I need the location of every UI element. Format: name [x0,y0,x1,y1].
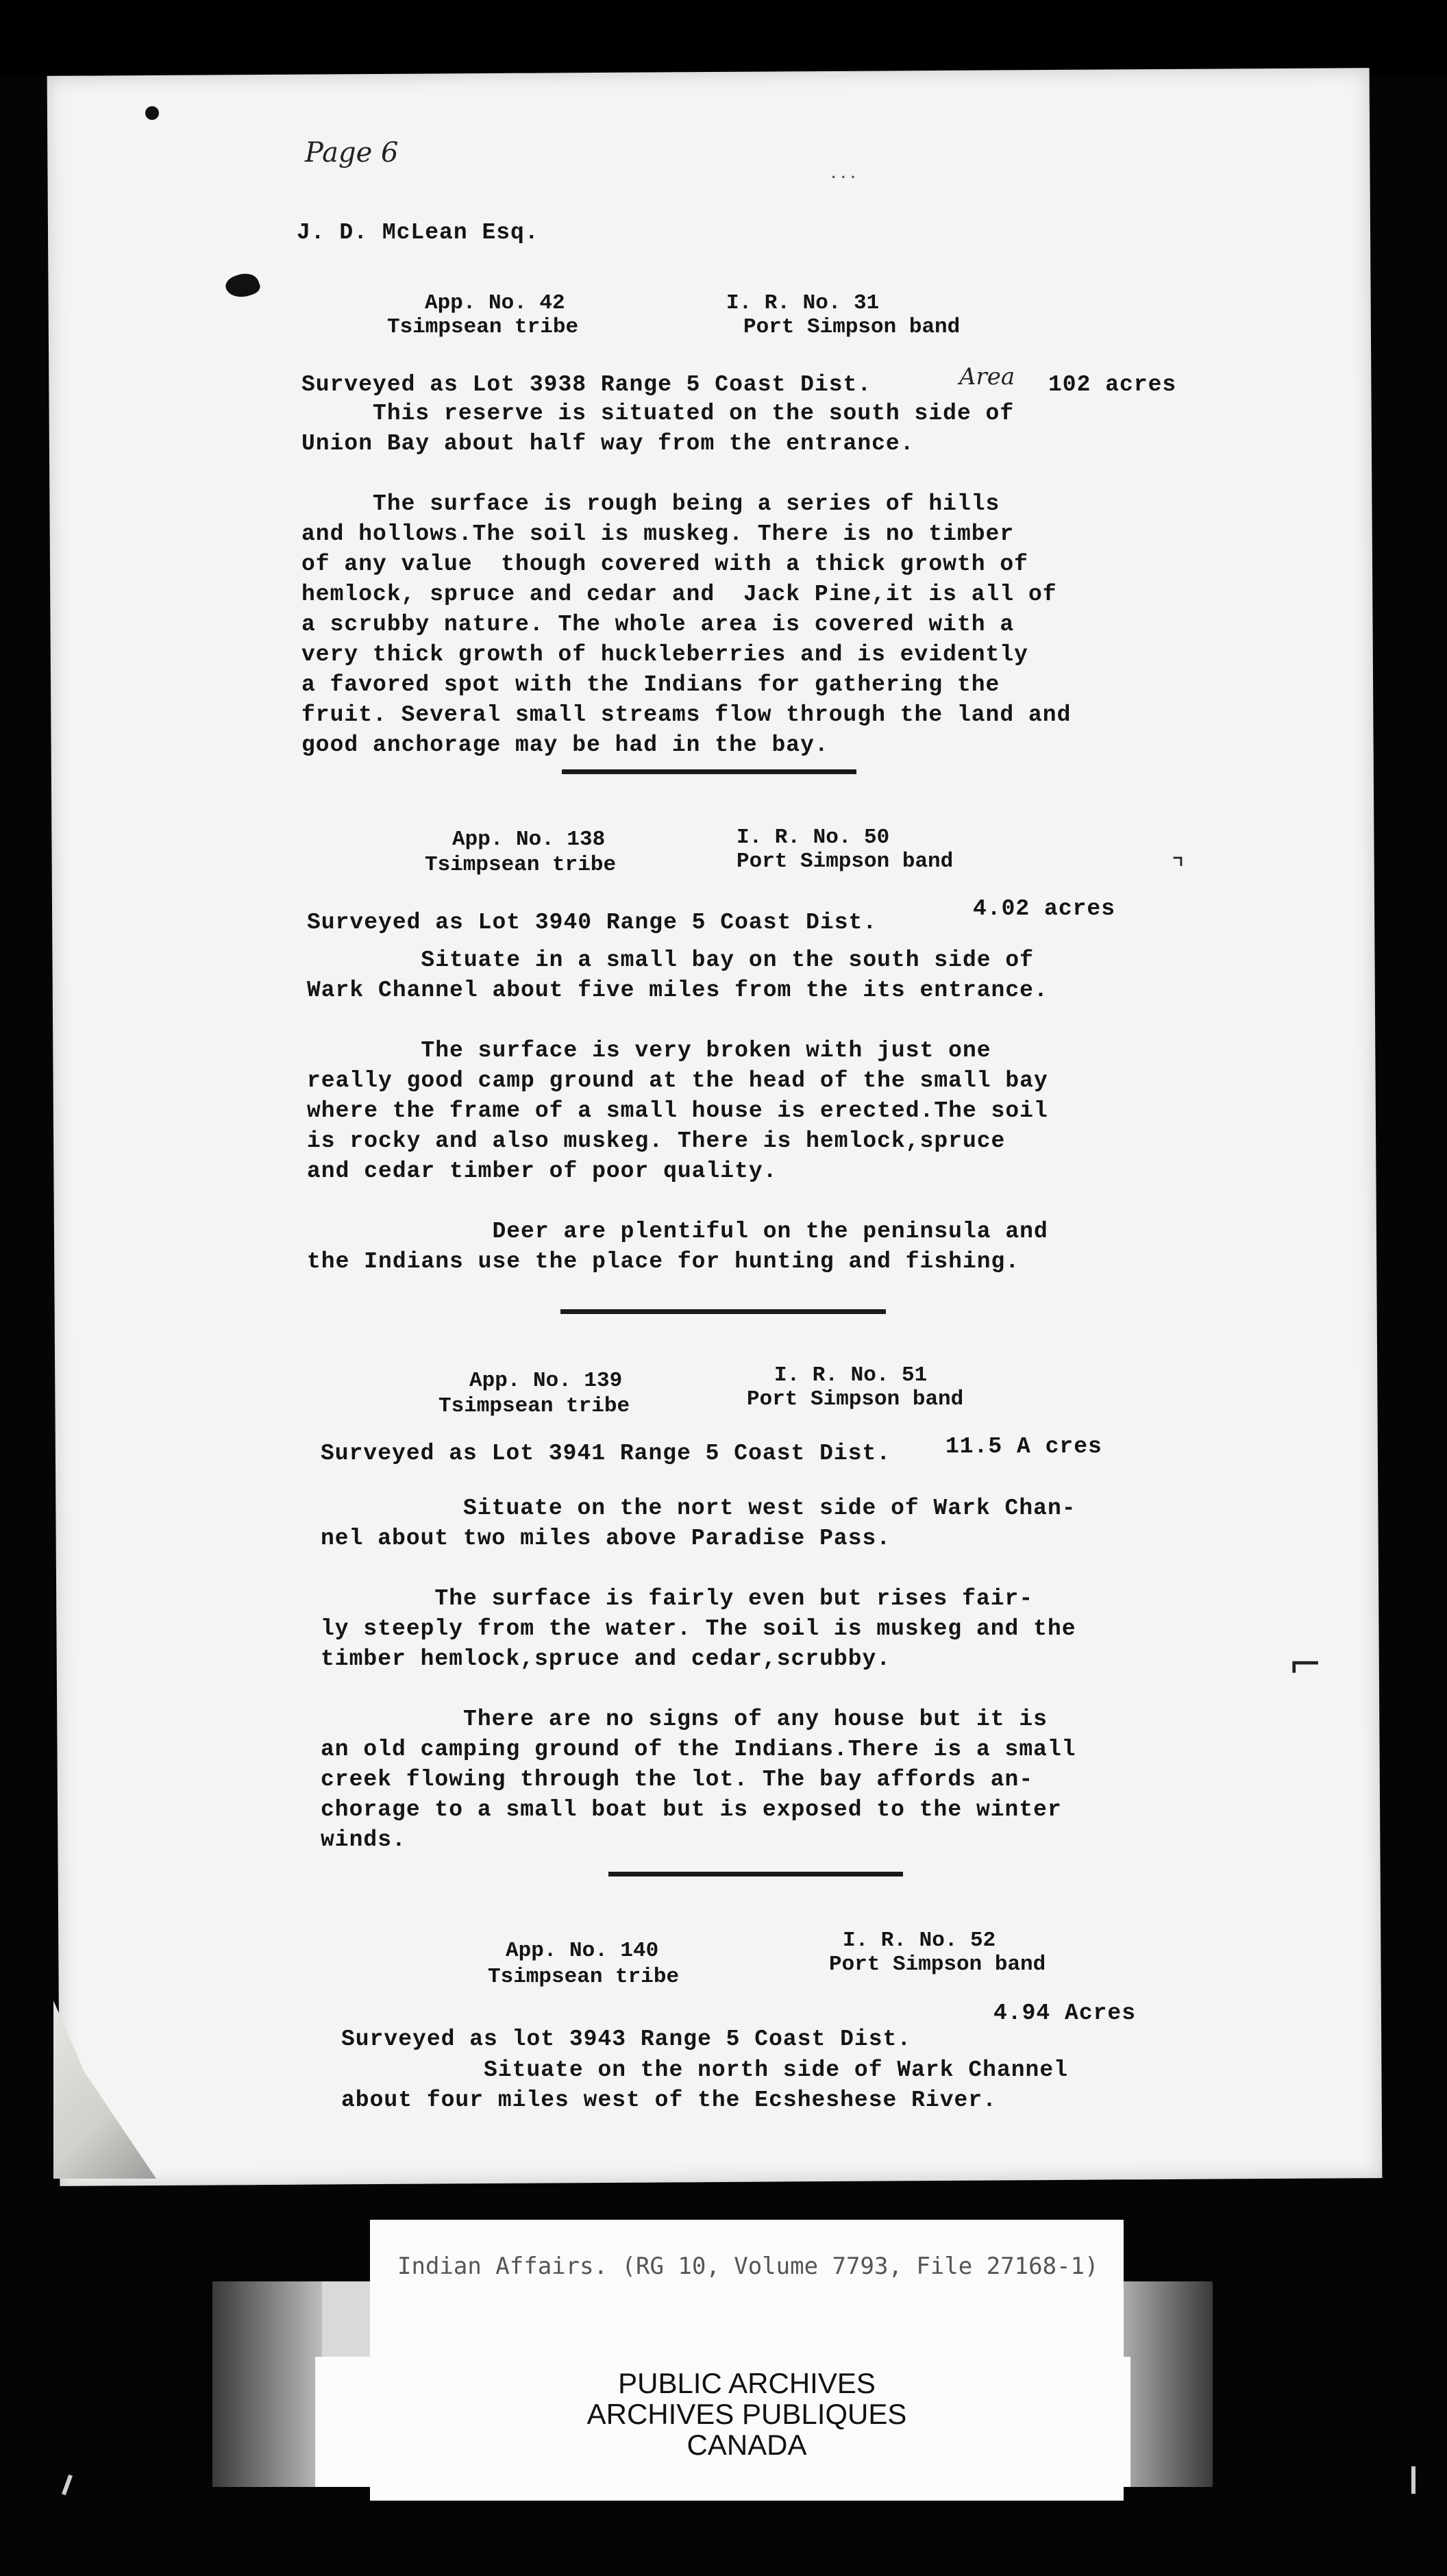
body-line: There are no signs of any house but it is [321,1707,1048,1732]
acreage: 11.5 A cres [945,1434,1102,1459]
page-note: Page 6 [305,137,399,169]
punch-hole [145,106,159,120]
survey-line: Surveyed as Lot 3941 Range 5 Coast Dist. [321,1441,891,1466]
body-line: fruit. Several small streams flow through the land and [301,702,1072,728]
film-scratch [1411,2466,1415,2494]
body-line: and hollows.The soil is muskeg. There is no timber [301,521,1015,547]
section-divider [562,769,856,774]
body-line: is rocky and also muskeg. There is hemlock,spruce [307,1128,1006,1154]
band-name: Port Simpson band [737,850,954,874]
app-number: App. No. 42 [425,291,565,315]
body-line: timber hemlock,spruce and cedar,scrubby. [321,1646,891,1672]
body-line: and cedar timber of poor quality. [307,1159,778,1184]
stamp-shadow-left [212,2281,322,2487]
band-name: Port Simpson band [829,1953,1046,1977]
pencil-mark: ⌐ [1288,1641,1323,1689]
acreage: 4.94 Acres [993,2001,1137,2026]
body-line: Situate on the north side of Wark Channel [341,2057,1068,2083]
acreage: 102 acres [1048,372,1177,397]
body-line: really good camp ground at the head of the small bay [307,1068,1048,1093]
addressee: J. D. McLean Esq. [297,220,539,245]
body-line: ly steeply from the water. The soil is muskeg and the [321,1616,1076,1642]
archive-stamp-line: ARCHIVES PUBLIQUES [586,2398,907,2430]
archive-stamp-line: CANADA [687,2429,807,2461]
section-divider [608,1872,903,1877]
app-number: App. No. 139 [469,1369,623,1393]
survey-line: Surveyed as lot 3943 Range 5 Coast Dist. [341,2027,912,2052]
body-line: of any value though covered with a thick growth of [301,552,1028,577]
ir-number: I. R. No. 50 [737,826,890,850]
section-body [307,945,1048,1277]
film-scratch [62,2475,73,2495]
body-line: nel about two miles above Paradise Pass. [321,1526,891,1551]
band-name: Port Simpson band [743,315,961,339]
tribe-name: Tsimpsean tribe [387,315,579,339]
ir-number: I. R. No. 31 [726,291,880,315]
body-line [301,459,1071,489]
pencil-mark: ⌝ [1172,853,1185,884]
section-divider [560,1309,886,1314]
app-number: App. No. 140 [506,1939,659,1963]
body-line: The surface is very broken with just one [307,1038,991,1063]
body-line: creek flowing through the lot. The bay affords an- [321,1767,1034,1792]
archive-reference: Indian Affairs. (RG 10, Volume 7793, File 27168-1) [397,2253,1099,2280]
film-border-top [0,0,1447,75]
section-body [301,399,1071,760]
body-line: an old camping ground of the Indians.There is a small [321,1737,1076,1762]
ir-number: I. R. No. 51 [774,1363,928,1387]
body-line: winds. [321,1827,406,1853]
tribe-name: Tsimpsean tribe [425,853,617,877]
area-note: Area [959,363,1015,391]
body-line [321,1554,1076,1584]
body-line: Wark Channel about five miles from the its entrance. [307,978,1048,1003]
body-line: This reserve is situated on the south side of [301,401,1015,426]
body-line [307,1006,1048,1036]
body-line: The surface is fairly even but rises fair- [321,1586,1034,1611]
faint-date: ... [829,166,858,183]
acreage: 4.02 acres [973,896,1116,921]
ir-number: I. R. No. 52 [843,1929,996,1953]
tribe-name: Tsimpsean tribe [438,1394,630,1418]
body-line: Union Bay about half way from the entrance. [301,431,915,456]
section-body [321,1494,1076,1855]
body-line: Deer are plentiful on the peninsula and [307,1219,1048,1244]
body-line: The surface is rough being a series of hills [301,491,1000,517]
survey-line: Surveyed as Lot 3940 Range 5 Coast Dist. [307,910,878,935]
body-line [307,1187,1048,1217]
body-line: Situate on the nort west side of Wark Chan- [321,1496,1076,1521]
body-line: good anchorage may be had in the bay. [301,732,829,758]
section-body [341,2055,1068,2116]
body-line: a scrubby nature. The whole area is covered with a [301,612,1015,637]
band-name: Port Simpson band [747,1387,964,1411]
body-line: where the frame of a small house is erected.The soil [307,1098,1048,1124]
body-line: Situate in a small bay on the south side of [307,948,1034,973]
archive-stamp-line: PUBLIC ARCHIVES [618,2367,876,2399]
survey-line: Surveyed as Lot 3938 Range 5 Coast Dist. [301,372,872,397]
body-line: very thick growth of huckleberries and is evidently [301,642,1028,667]
body-line: hemlock, spruce and cedar and Jack Pine,it is all of [301,582,1057,607]
body-line: a favored spot with the Indians for gathering the [301,672,1000,697]
body-line: about four miles west of the Ecsheshese River. [341,2088,997,2113]
app-number: App. No. 138 [452,828,606,852]
body-line: chorage to a small boat but is exposed to the winter [321,1797,1062,1822]
body-line: the Indians use the place for hunting and fishing. [307,1249,1020,1274]
body-line [321,1674,1076,1705]
tribe-name: Tsimpsean tribe [488,1965,680,1989]
